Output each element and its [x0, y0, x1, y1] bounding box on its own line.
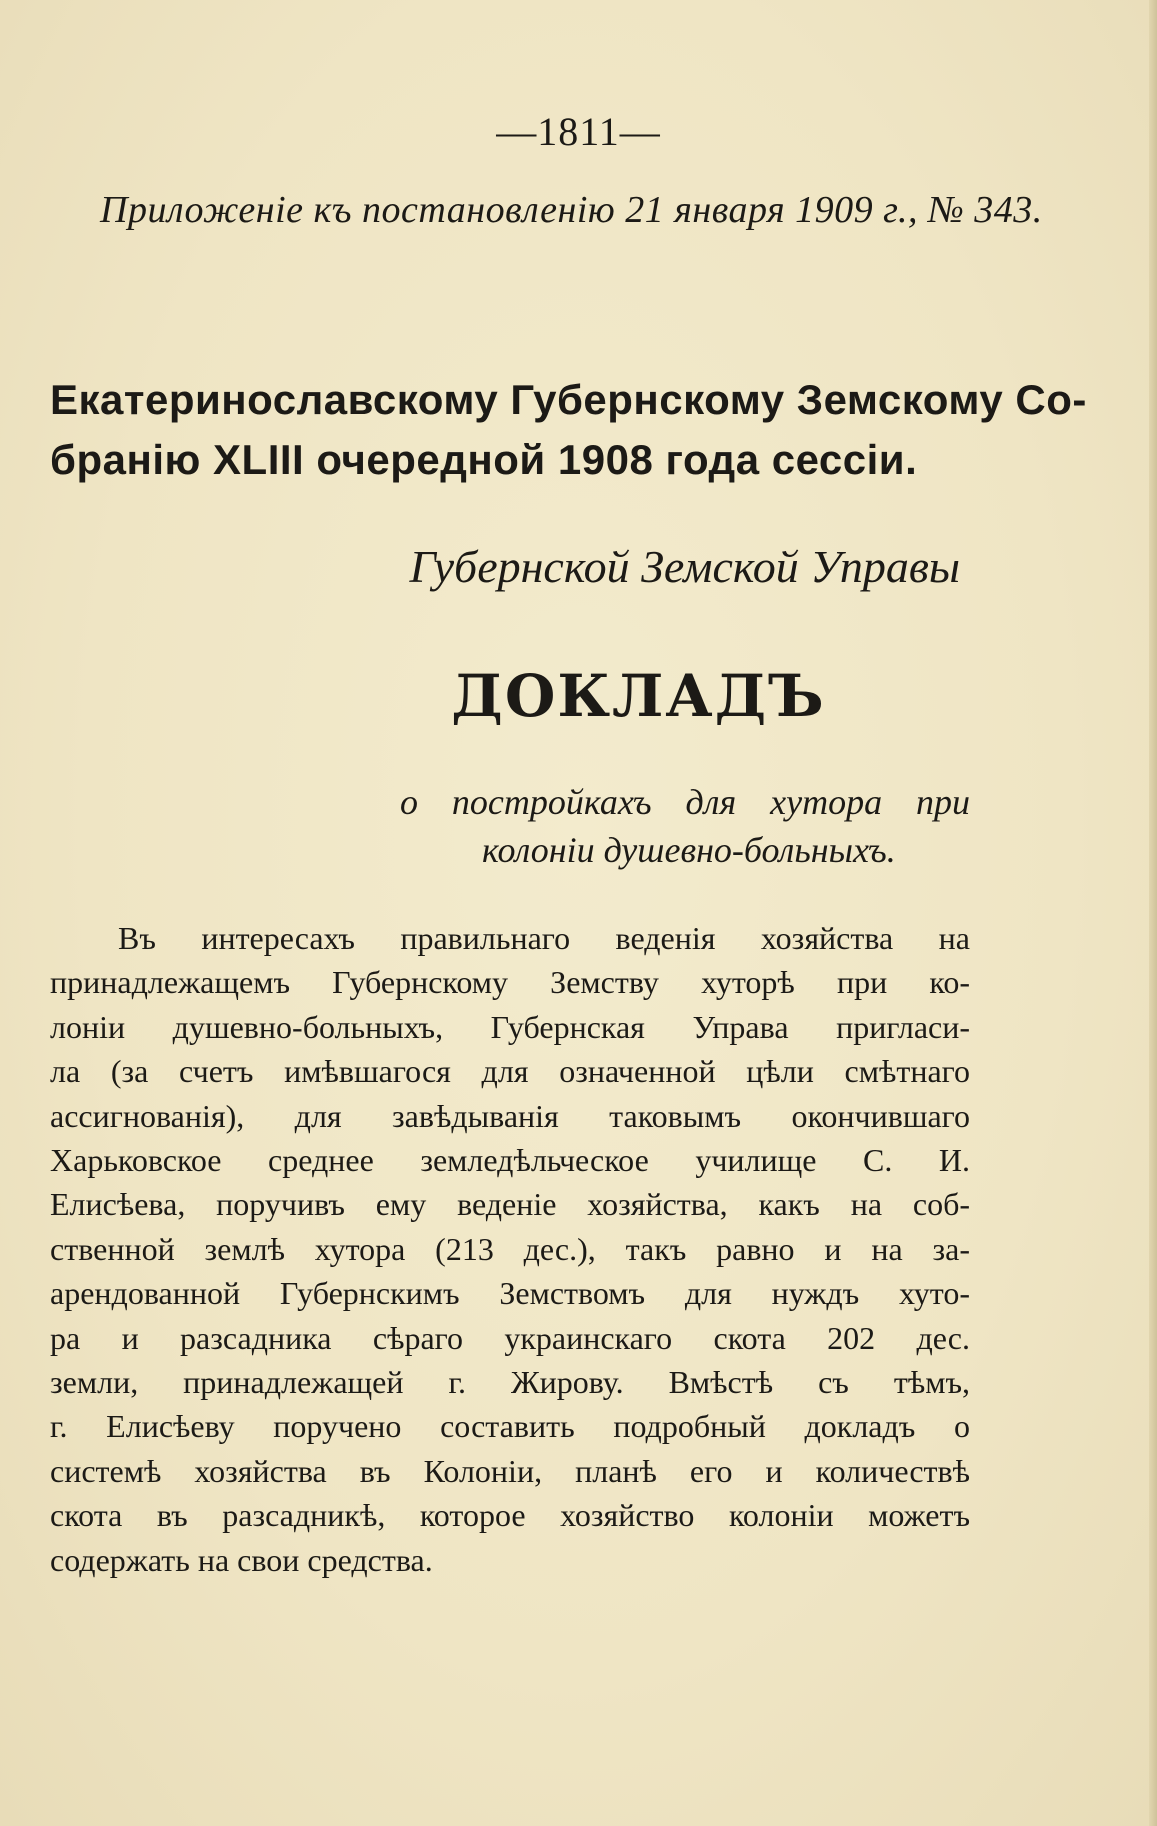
document-title: ДОКЛАДЪ: [451, 662, 826, 730]
paragraph-line: земли, принадлежащей г. Жирову. Вмѣстѣ съ тѣмъ,: [50, 1364, 970, 1401]
paragraph-line: ла (за счетъ имѣвшагося для означенной цѣли смѣтнаго: [50, 1053, 970, 1090]
paragraph-line: арендованной Губернскимъ Земствомъ для нуждъ хуто-: [50, 1275, 970, 1312]
addressee-line: Екатеринославскому Губернскому Земскому Со-: [50, 376, 1087, 423]
paragraph-line: Елисѣева, поручивъ ему веденіе хозяйства, какъ на соб-: [50, 1186, 970, 1223]
paragraph-line: ассигнованія), для завѣдыванія таковымъ окончившаго: [50, 1097, 970, 1134]
page-edge: [1149, 0, 1157, 1826]
paragraph-line: Въ интересахъ правильнаго веденія хозяйства на: [118, 920, 970, 956]
body-paragraph: [50, 916, 970, 1582]
subject-line: колоніи душевно-больныхъ.: [482, 830, 896, 870]
paragraph-line: ственной землѣ хутора (213 дес.), такъ равно и на за-: [50, 1230, 970, 1267]
appendix-note: Приложеніе къ постановленію 21 января 1909 г., № 343.: [100, 189, 1043, 231]
paragraph-line: скота въ разсадникѣ, которое хозяйство колоніи можетъ: [50, 1497, 970, 1534]
board-name: Губернской Земской Управы: [409, 541, 960, 592]
paragraph-line: лоніи душевно-больныхъ, Губернская Управа пригласи-: [50, 1008, 970, 1045]
paragraph-line: содержать на свои средства.: [50, 1541, 433, 1578]
paragraph-line: Харьковское среднее земледѣльческое училище С. И.: [50, 1142, 970, 1179]
paragraph-line: ра и разсадника сѣраго украинскаго скота 202 дес.: [50, 1319, 970, 1356]
page-number: —1811—: [496, 109, 661, 154]
paragraph-line: принадлежащемъ Губернскому Земству хуторѣ при ко-: [50, 964, 970, 1001]
paragraph-line: системѣ хозяйства въ Колоніи, планѣ его и количествѣ: [50, 1452, 970, 1489]
subject-line: о постройкахъ для хутора при: [400, 782, 970, 822]
addressee-heading: [50, 370, 1087, 490]
addressee-line: бранію XLIII очередной 1908 года сессіи.: [50, 436, 918, 483]
paragraph-line: г. Елисѣеву поручено составить подробный докладъ о: [50, 1408, 970, 1445]
report-subject: [400, 778, 970, 874]
